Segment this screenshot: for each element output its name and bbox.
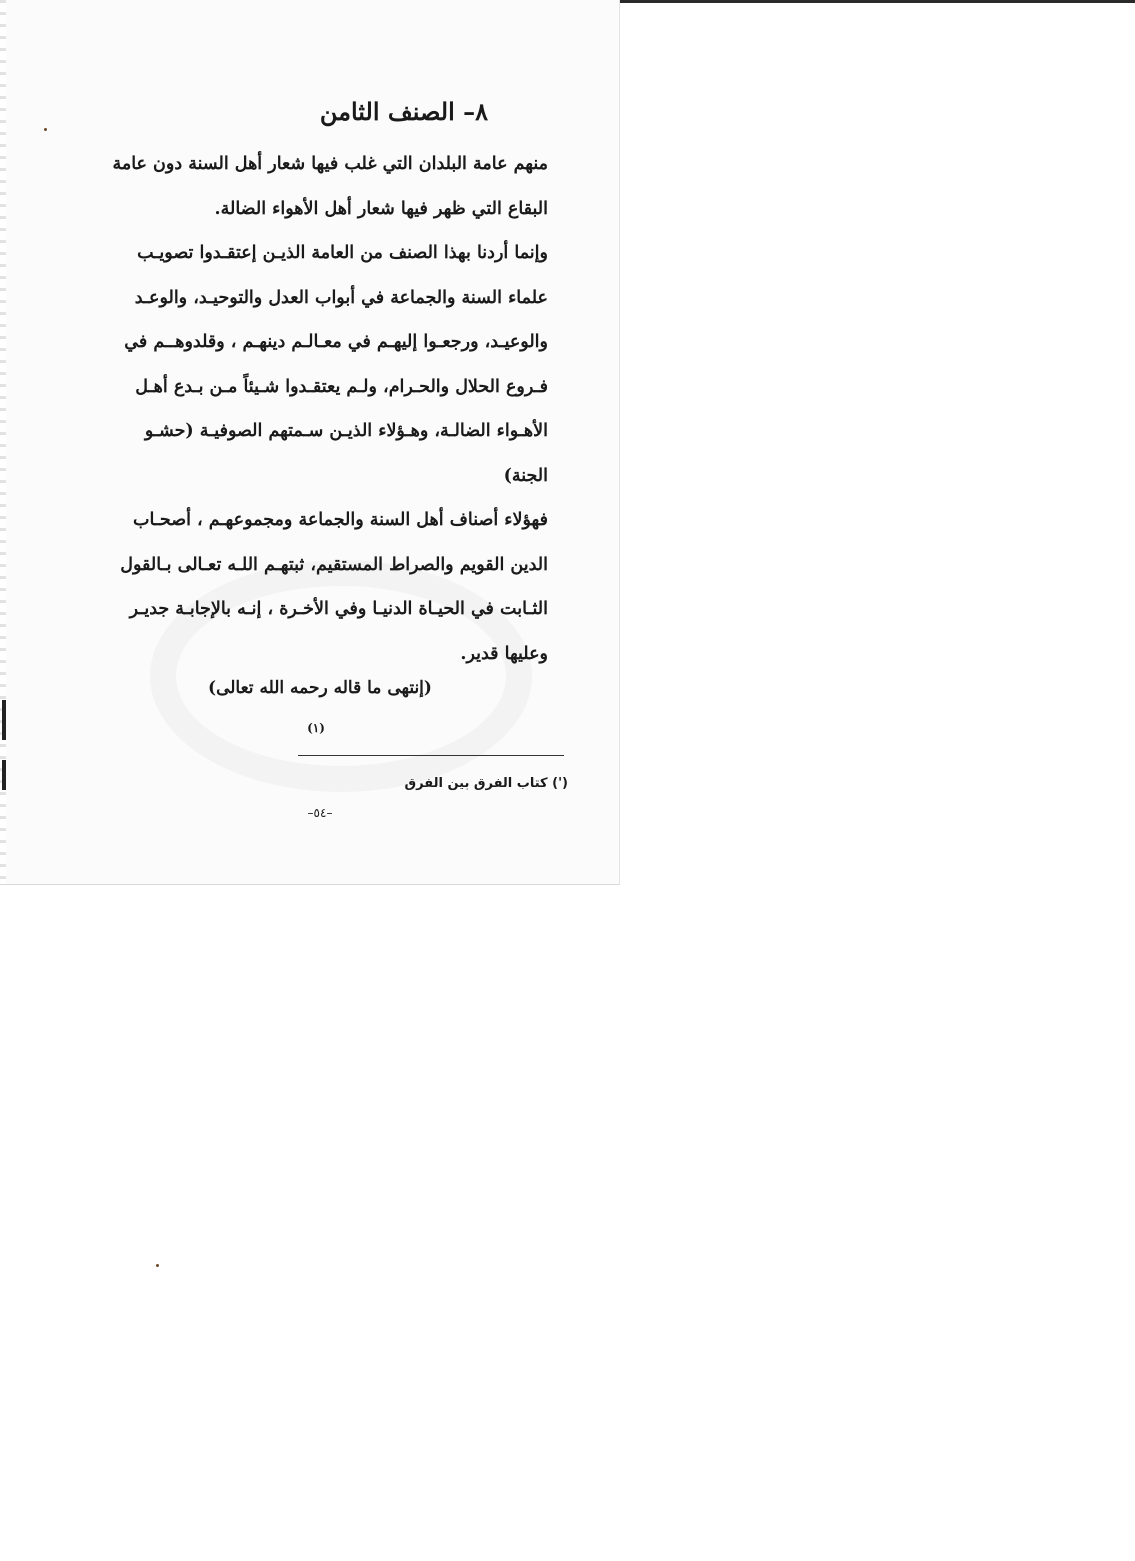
paragraph-line: فـروع الحلال والحـرام، ولـم يعتقـدوا شـيئاً مـن بـدع أهـل	[135, 376, 548, 397]
footnote-text: (') كتاب الفرق بين الفرق	[404, 776, 568, 791]
footnote-divider	[298, 755, 564, 756]
paragraph-line: والوعيـد، ورجعـوا إليهـم في معـالـم دينهـم ، وقلدوهــم في	[124, 332, 548, 352]
scanned-page	[0, 0, 620, 885]
paragraph-line: علماء السنة والجماعة في أبواب العدل والتوحيـد، والوعـد	[134, 287, 548, 308]
closing-text: (إنتهى ما قاله رحمه الله تعالى)	[208, 678, 432, 698]
paragraph-line: الجنة)	[503, 465, 548, 486]
paragraph-line: وعليها قدير.	[460, 643, 548, 664]
paragraph-line: الدين القويم والصراط المستقيم، ثبتهـم اللـه تعـالى بـالقول	[120, 554, 548, 575]
closing-line	[200, 668, 440, 758]
page-binding-edge	[0, 0, 6, 884]
paragraph-line: وإنما أردنا بهذا الصنف من العامة الذيـن إعتقـدوا تصويـب	[137, 243, 548, 263]
scanner-edge	[620, 0, 1135, 3]
page-number: –٥٤–	[307, 806, 333, 820]
paragraph-line: الثـابت في الحيـاة الدنيـا وفي الأخـرة ، إنـه بالإجابـة جديـر	[129, 599, 548, 619]
dust-speck	[156, 1264, 159, 1267]
binding-mark	[2, 700, 6, 740]
paragraph-line: البقاع التي ظهر فيها شعار أهل الأهواء الضالة.	[214, 198, 548, 219]
paragraph-line: منهم عامة البلدان التي غلب فيها شعار أهل السنة دون عامة	[112, 154, 548, 174]
section-heading: ٨– الصنف الثامن	[319, 97, 488, 126]
binding-mark	[2, 760, 6, 790]
page-content	[70, 92, 548, 676]
footnote-reference: (١)	[307, 721, 325, 735]
dust-speck	[44, 128, 47, 131]
paragraph-line: فهؤلاء أصناف أهل السنة والجماعة ومجموعهـم ، أصحـاب	[133, 510, 548, 530]
paragraph-line: الأهـواء الضالـة، وهـؤلاء الذيـن سـمتهم الصوفيـة (حشـو	[144, 421, 548, 441]
